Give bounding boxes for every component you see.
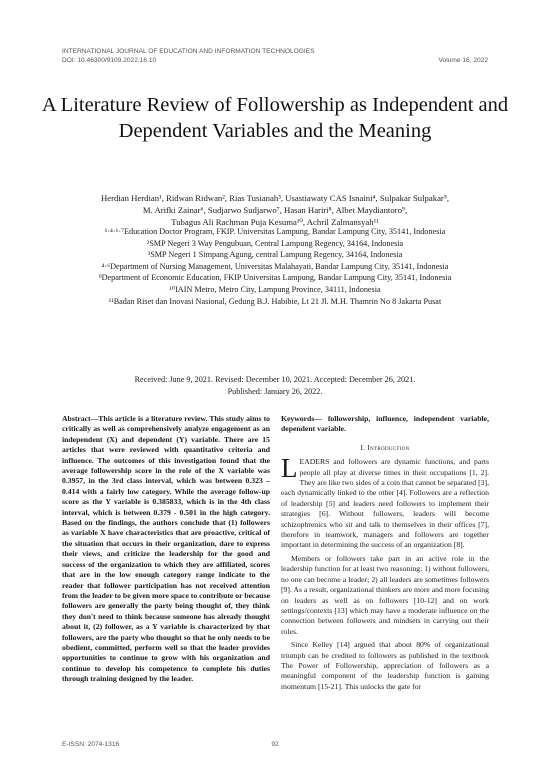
abstract: Abstract—This article is a literature review. This study aims to critically as well as comprehensively analyze engagement as an independent (X) and dependent (Y) variable. There are 15 articles that were reviewed with quantitative criteria and influence. The outcomes of this investigation found that the average followership score in the role of the X variable was 0.3957, in the 3rd class interval, which was between 0.323 – 0.414 with a fairly low category. While the average follow-up score as the Y variable is 0.385833, which is in the 4th class interval, which is between 0.379 - 0.501 in the high category. Based on the findings, the authors conclude that (1) followers as variable X have characteristics that are proactive, critical of the situation that occurs in their organization, dare to express their views, and criticize the leadership for the good and success of the organization to which they are affiliated, scores that are in the low enough category range indicate to the reader that follower participation has not received attention from the leader to be given more space to contribute or because followers are generally the party being thought of, they think they don't need to think because someone has already thought about it, (2) follower, as a Y variable is characterized by that followers, are the party who thought so that he only needs to be obedient, committed, perform well so that the leader provides opportunities to continue to grow with his organization and continue to develop his competence to complete his duties through training designed by the leader.: [62, 414, 270, 684]
published-date: Published: January 26, 2022.: [227, 386, 323, 396]
drop-cap: L: [281, 453, 298, 484]
author-line: Herdian Herdian¹, Ridwan Ridwan², Rias Tusianah³, Usastiawaty CAS Isnaini⁴, Sulpakar Sulpakar⁵,: [100, 193, 450, 203]
affiliation: ¹¹Badan Riset dan Inovasi Nasional, Gedung B.J. Habibie, Lt 21 Jl. M.H. Thamrin No 8 Jakarta Pusat: [108, 296, 442, 306]
publication-dates: [55, 374, 495, 397]
issn: E-ISSN: 2074-1316: [62, 741, 120, 748]
running-footer: [62, 741, 488, 748]
affiliation-list: [55, 226, 495, 307]
affiliation: ⁴·⁶Department of Nursing Management, Universitas Malahayati, Bandar Lampung City, 35141, Indonesia: [101, 261, 449, 271]
running-header: [62, 47, 488, 65]
author-line: M. Arifki Zainar⁶, Sudjarwo Sudjarwo⁷, Hasan Hariri⁸, Albet Maydiantoro⁹,: [142, 205, 408, 216]
affiliation: ¹⁰IAIN Metro, Metro City, Lampung Province, 34111, Indonesia: [169, 284, 381, 294]
section-heading: I. Introduction: [360, 442, 410, 452]
abstract-column: [62, 414, 270, 688]
paper-title: A Literature Review of Followership as Independent and Dependent Variables and the Meaning: [41, 94, 509, 142]
intro-paragraph: Since Kelley [14] argued that about 80% of organizational triumph can be credited to followers as published in the textbook The Power of Followership, appreciation of followers as a meaningful component of the leadership function is gaining momentum [15-21]. This unlocks the gate for: [281, 640, 489, 691]
volume: Volume 16, 2022: [438, 57, 488, 64]
intro-paragraph-text: EADERS and followers are dynamic functions, and parts people all play at diverse times in their occupations [1, 2]. They are like two sides of a coin that cannot be separated [3], each dynamically linked to the other [4]. Followers are a reflection of leadership [5] and leaders need followers to implement their strategies [6]. Without followers, leaders will become schizophrenics who sit and talk to themselves in their offices [7], therefore in teamwork, managers and followers are together important in determining the success of an organization [8].: [281, 457, 489, 550]
affiliation: ³SMP Negeri 1 Simpang Agung, central Lampung Regency, 34164, Indonesia: [147, 250, 403, 260]
journal-name: INTERNATIONAL JOURNAL OF EDUCATION AND INFORMATION TECHNOLOGIES: [62, 48, 315, 55]
intro-paragraph: [281, 453, 489, 551]
intro-paragraph: Members or followers take part in an active role in the leadership function for at least two reasoning: 1) without followers, no one can become a leader; 2) all leaders are sometimes followers [9]. As a result, organizational thinkers are more and more focusing on leaders as well as on followers [10-12] and on work settings/contexts [13] which may have a moderate influence on the connection between followers and mindsets in carrying out their roles.: [281, 553, 489, 636]
doi[interactable]: DOI: 10.46300/9109.2022.16.10: [62, 57, 157, 64]
affiliation: ¹·⁴·⁶·⁷Education Doctor Program, FKIP. Universitas Lampung, Bandar Lampung City, 35141, Indonesia: [104, 227, 446, 236]
keywords: Keywords— followership, influence, independent variable, dependent variable.: [281, 414, 489, 434]
page-number: 92: [271, 741, 279, 748]
right-column: [281, 414, 489, 695]
received-dates: Received: June 9, 2021. Revised: December 10, 2021. Accepted: December 26, 2021.: [134, 375, 416, 384]
affiliation: ⁹Department of Economic Education, FKIP Universitas Lampung, Bandar Lampung City, 35141, Indonesia: [98, 273, 452, 283]
author-list: [55, 192, 495, 229]
affiliation: ²SMP Negeri 3 Way Pengubuan, Central Lampung Regency, 34164, Indonesia: [146, 238, 404, 248]
author-line: Tubagus Ali Rachman Puja Kesuma¹⁰, Achril Zalmansyah¹¹: [171, 217, 379, 228]
